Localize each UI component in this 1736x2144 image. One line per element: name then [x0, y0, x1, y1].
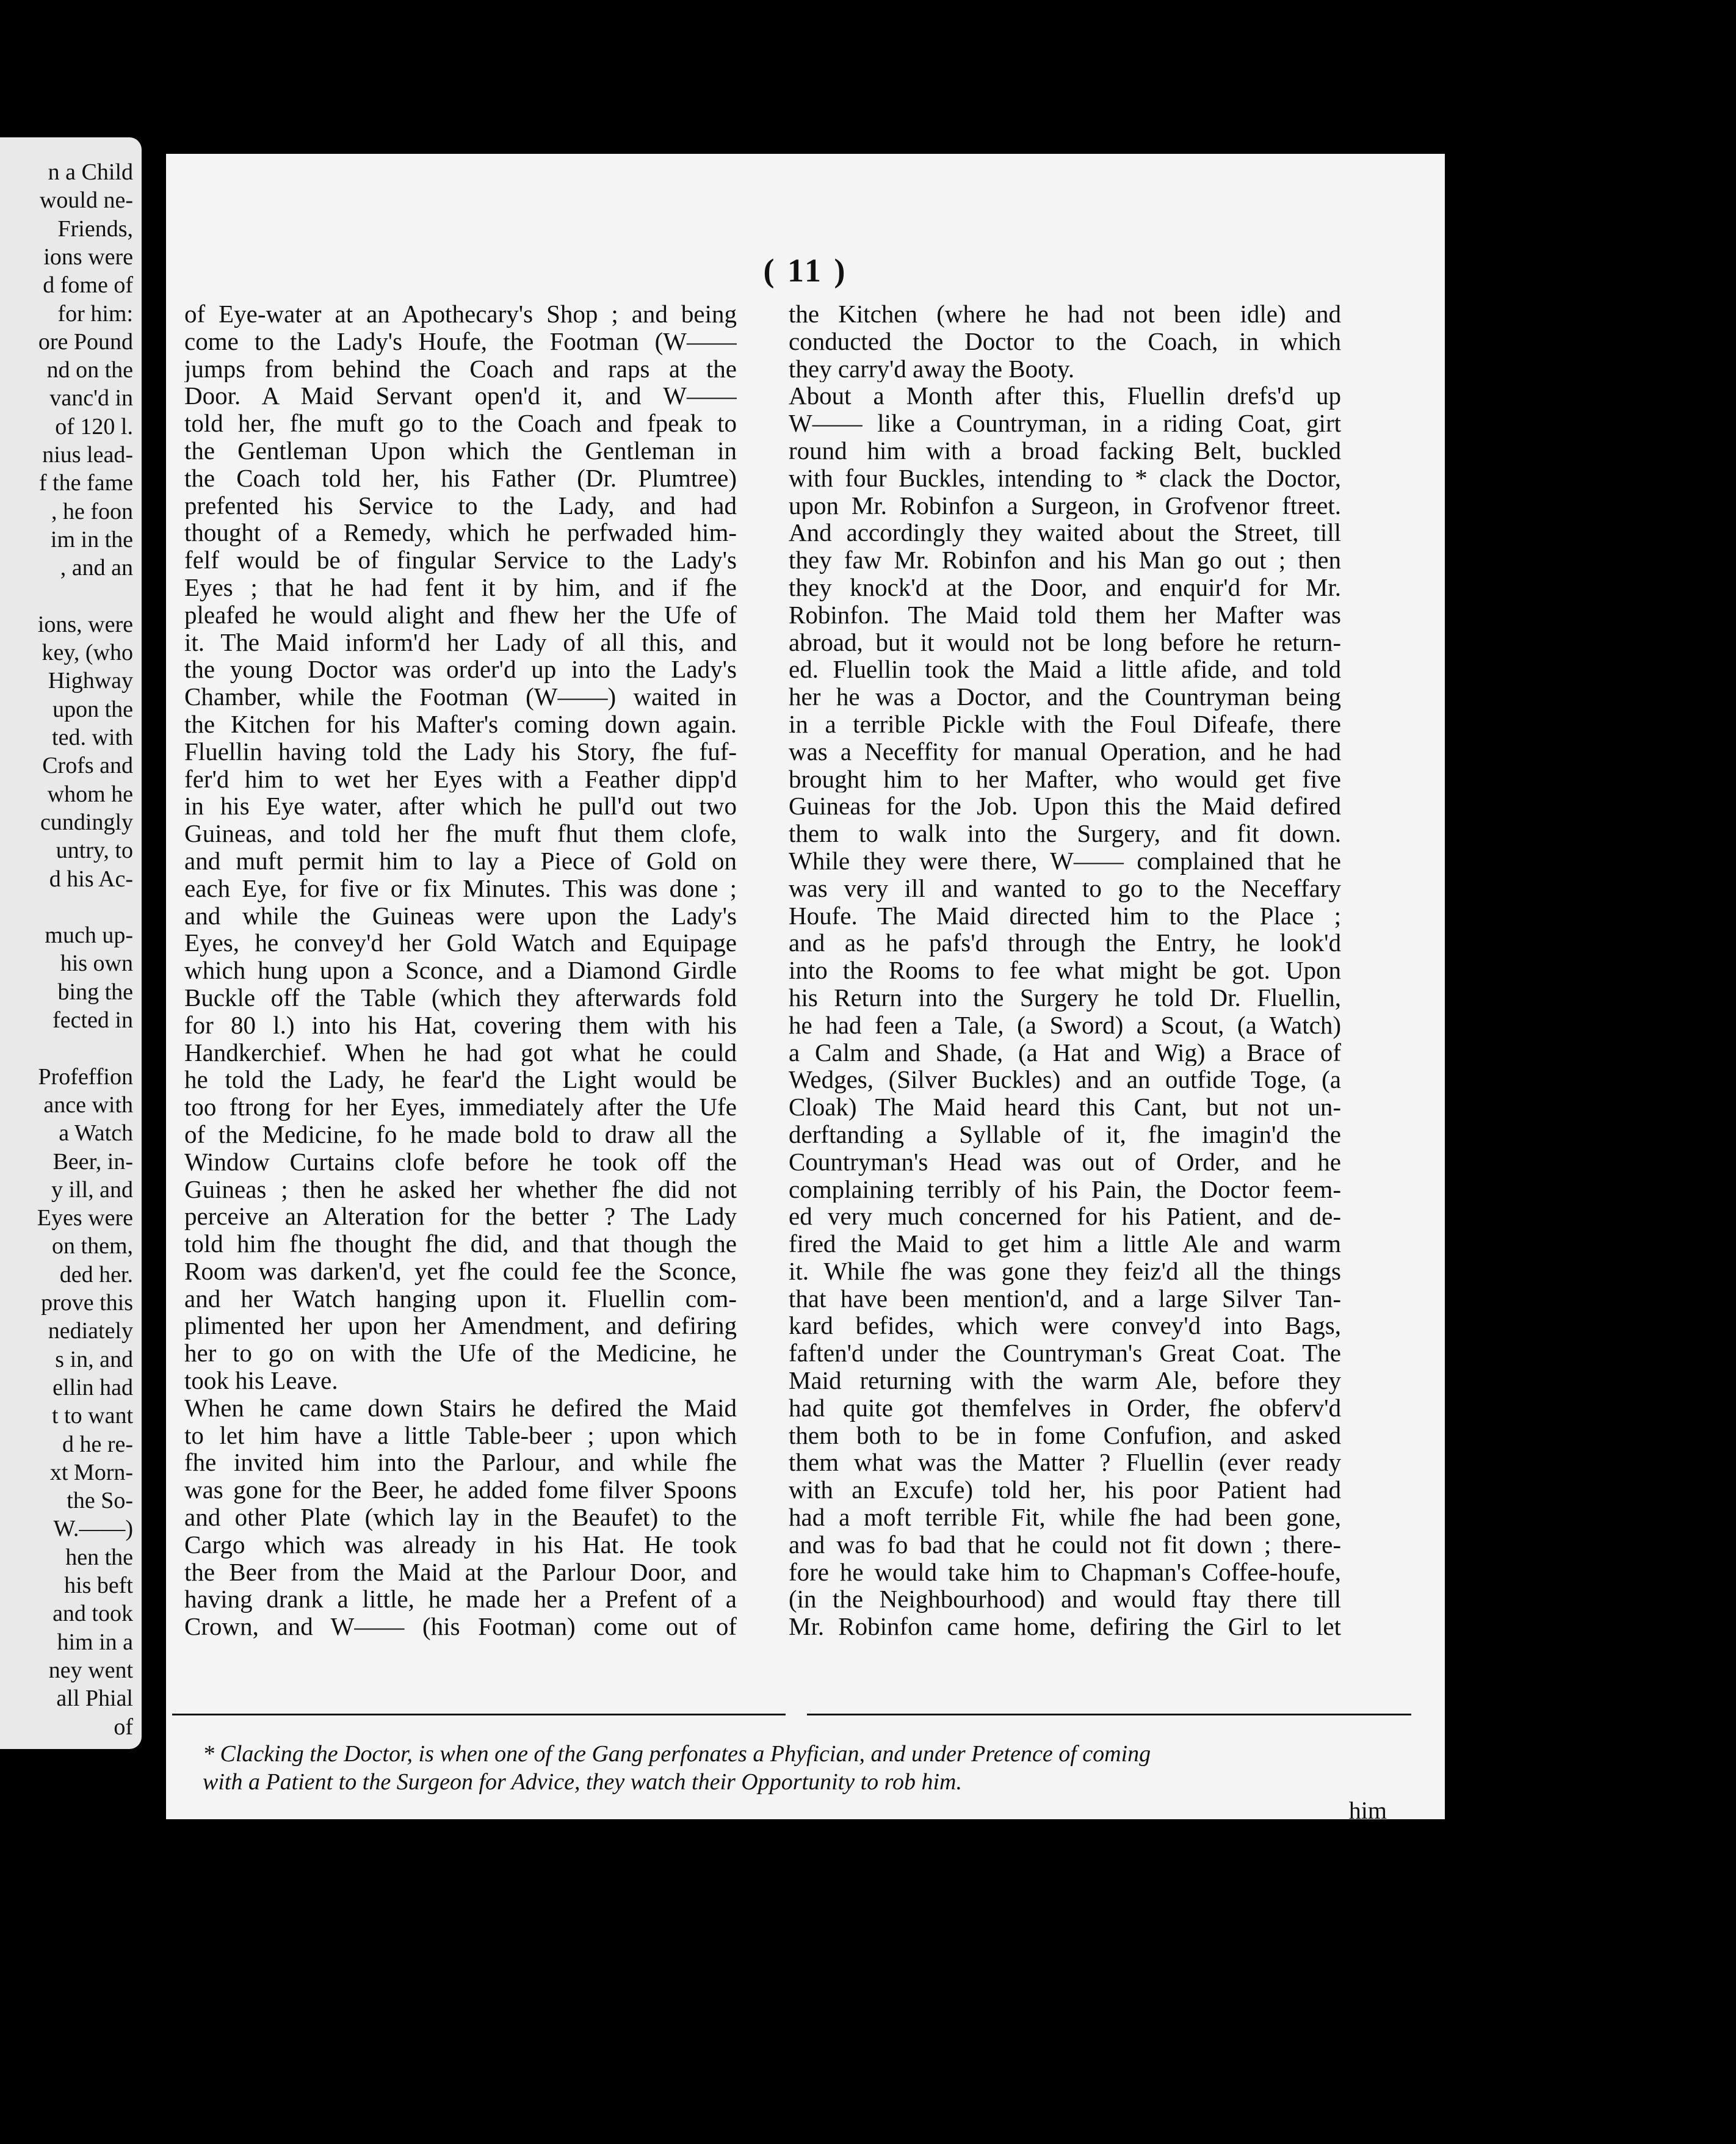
- text-line: with an Excufe) told her, his poor Patient had: [789, 1476, 1341, 1504]
- footnote-rule-right: [807, 1714, 1411, 1715]
- text-line: of Eye-water at an Apothecary's Shop ; and being: [184, 300, 737, 328]
- footnote-rule-left: [172, 1714, 786, 1715]
- text-line: his Return into the Surgery he told Dr. Fluellin,: [789, 983, 1341, 1012]
- facing-page-line: Beer, in-: [52, 1148, 133, 1175]
- text-line: derftanding a Syllable of it, fhe imagin'd the: [789, 1120, 1341, 1148]
- text-line: Cargo which was already in his Hat. He took: [184, 1530, 737, 1559]
- text-line: in a terrible Pickle with the Foul Difeafe, there: [789, 710, 1341, 738]
- text-line: it. The Maid inform'd her Lady of all this, and: [184, 628, 737, 656]
- facing-page-line: t to want: [52, 1403, 133, 1429]
- text-line: fore he would take him to Chapman's Coffee-houfe,: [789, 1558, 1341, 1586]
- text-line: a Calm and Shade, (a Hat and Wig) a Brace of: [789, 1038, 1341, 1067]
- text-line: the Coach told her, his Father (Dr. Plumtree): [184, 464, 737, 492]
- text-line: and as he pafs'd through the Entry, he look'd: [789, 929, 1341, 957]
- text-line: ed. Fluellin took the Maid a little afide, and told: [789, 656, 1341, 684]
- facing-page-line: Highway: [48, 668, 133, 694]
- facing-page-line: ney went: [48, 1657, 133, 1683]
- text-line: Guineas, and told her fhe muft fhut them clofe,: [184, 820, 737, 847]
- facing-page-line: im in the: [50, 526, 133, 552]
- text-line: And accordingly they waited about the Street, till: [789, 519, 1341, 547]
- facing-page-line: his own: [60, 951, 133, 977]
- text-line: the Kitchen (where he had not been idle) and: [789, 300, 1341, 328]
- text-line: brought him to her Mafter, who would get five: [789, 765, 1341, 793]
- text-line: told him fhe thought fhe did, and that though the: [184, 1230, 737, 1258]
- text-line: having drank a little, he made her a Prefent of a: [184, 1585, 737, 1613]
- facing-page-line: , and an: [60, 555, 133, 581]
- facing-page-line: d fome of: [43, 272, 133, 299]
- text-line: Crown, and W—— (his Footman) come out of: [184, 1613, 737, 1641]
- facing-page-line: d his Ac-: [49, 866, 133, 892]
- text-line: they carry'd away the Booty.: [789, 355, 1075, 383]
- text-line: Countryman's Head was out of Order, and he: [789, 1148, 1341, 1176]
- text-line: fhe invited him into the Parlour, and while fhe: [184, 1449, 737, 1477]
- facing-page-line: hen the: [65, 1544, 133, 1570]
- text-line: took his Leave.: [184, 1367, 338, 1394]
- facing-page-line: d he re-: [62, 1431, 133, 1457]
- facing-page-line: s in, and: [55, 1346, 133, 1372]
- text-line: fer'd him to wet her Eyes with a Feather dipp'd: [184, 765, 737, 793]
- facing-page-line: upon the: [52, 696, 133, 722]
- facing-page-line: of: [114, 1714, 133, 1740]
- catchword: him: [1348, 1797, 1387, 1819]
- text-line: and other Plate (which lay in the Beaufet) to the: [184, 1504, 737, 1531]
- text-line: the Beer from the Maid at the Parlour Door, and: [184, 1558, 737, 1586]
- facing-page-line: would ne-: [39, 187, 133, 214]
- text-line: ed very much concerned for his Patient, and de-: [789, 1203, 1341, 1231]
- facing-page-line: whom he: [47, 781, 133, 807]
- text-line: Maid returning with the warm Ale, before they: [789, 1367, 1341, 1394]
- facing-page-line: ded her.: [59, 1261, 133, 1287]
- facing-page-line: a Watch: [59, 1120, 133, 1146]
- text-line: When he came down Stairs he defired the Maid: [184, 1394, 737, 1422]
- text-line: too ftrong for her Eyes, immediately after the Ufe: [184, 1093, 737, 1121]
- facing-page-line: cundingly: [40, 809, 133, 835]
- text-line: Wedges, (Silver Buckles) and an outfide Toge, (a: [789, 1066, 1341, 1094]
- text-line: Guineas for the Job. Upon this the Maid defired: [789, 792, 1341, 820]
- text-line: with four Buckles, intending to * clack the Doctor,: [789, 464, 1341, 492]
- text-line: complaining terribly of his Pain, the Doctor feem-: [789, 1175, 1341, 1203]
- text-line: While they were there, W—— complained that he: [789, 847, 1341, 875]
- text-line: the young Doctor was order'd up into the Lady's: [184, 656, 737, 684]
- text-line: Mr. Robinfon came home, defiring the Girl to let: [789, 1613, 1341, 1641]
- facing-page-line: ellin had: [52, 1374, 133, 1400]
- text-line: felf would be of fingular Service to the Lady's: [184, 546, 737, 574]
- left-column: [184, 300, 737, 1640]
- book-gutter: [142, 134, 166, 1752]
- text-line: of the Medicine, fo he made bold to draw all the: [184, 1120, 737, 1148]
- text-line: kard befides, which were convey'd into Bags,: [789, 1312, 1341, 1340]
- text-line: plimented her upon her Amendment, and defiring: [184, 1312, 737, 1340]
- text-line: to let him have a little Table-beer ; upon which: [184, 1421, 737, 1449]
- facing-page-line: ted. with: [52, 725, 133, 750]
- text-line: Window Curtains clofe before he took off the: [184, 1148, 737, 1176]
- text-line: perceive an Alteration for the better ? The Lady: [184, 1203, 737, 1231]
- facing-page-line: untry, to: [56, 838, 133, 864]
- facing-page-line: prove this: [41, 1290, 133, 1316]
- text-line: fired the Maid to get him a little Ale and warm: [789, 1230, 1341, 1258]
- text-line: each Eye, for five or fix Minutes. This was done ;: [184, 874, 737, 902]
- text-line: which hung upon a Sconce, and a Diamond Girdle: [184, 957, 737, 984]
- text-line: Guineas ; then he asked her whether fhe did not: [184, 1175, 737, 1203]
- text-line: faften'd under the Countryman's Great Coat. The: [789, 1339, 1341, 1367]
- facing-page-line: n a Child: [48, 159, 133, 185]
- facing-page-line: y ill, and: [51, 1176, 133, 1203]
- text-line: and while the Guineas were upon the Lady's: [184, 902, 737, 930]
- facing-page-line: , he foon: [51, 498, 133, 524]
- text-line: prefented his Service to the Lady, and had: [184, 491, 737, 520]
- facing-page-line: and took: [52, 1601, 133, 1627]
- text-line: jumps from behind the Coach and raps at the: [184, 355, 737, 383]
- text-line: them to walk into the Surgery, and fit down.: [789, 820, 1341, 847]
- text-line: was gone for the Beer, he added fome filver Spoons: [184, 1476, 737, 1504]
- facing-page-line: f the fame: [38, 470, 133, 496]
- facing-page-line: ions, were: [37, 611, 133, 637]
- facing-page-line: ions were: [43, 244, 133, 270]
- facing-page-line: bing the: [57, 979, 133, 1005]
- text-line: for 80 l.) into his Hat, covering them with his: [184, 1011, 737, 1039]
- facing-page-line: key, (who: [42, 640, 133, 666]
- text-line: he had feen a Tale, (a Sword) a Scout, (a Watch): [789, 1011, 1341, 1039]
- text-line: Buckle off the Table (which they afterwards fold: [184, 983, 737, 1012]
- text-line: and was fo bad that he could not fit down ; there-: [789, 1530, 1341, 1559]
- text-line: had quite got themfelves in Order, fhe obferv'd: [789, 1394, 1341, 1422]
- facing-page-line: all Phial: [56, 1686, 133, 1712]
- text-line: the Gentleman Upon which the Gentleman in: [184, 436, 737, 465]
- text-line: Eyes ; that he had fent it by him, and if fhe: [184, 573, 737, 601]
- text-line: come to the Lady's Houfe, the Footman (W——: [184, 327, 737, 355]
- footnote-line: * Clacking the Doctor, is when one of the Gang perfonates a Phyfician, and under Pretence of coming: [203, 1741, 1151, 1767]
- text-line: they faw Mr. Robinfon and his Man go out ; then: [789, 546, 1341, 574]
- text-line: Robinfon. The Maid told them her Mafter was: [789, 601, 1341, 629]
- footnote: [203, 1740, 1430, 1796]
- facing-page-line: the So-: [67, 1488, 133, 1514]
- facing-page-line: Eyes were: [37, 1205, 133, 1231]
- text-line: was a Neceffity for manual Operation, and he had: [789, 737, 1341, 766]
- text-line: Handkerchief. When he had got what he could: [184, 1038, 737, 1067]
- facing-page-line: ance with: [43, 1092, 133, 1118]
- text-line: Fluellin having told the Lady his Story, fhe fuf-: [184, 737, 737, 766]
- text-line: round him with a broad facking Belt, buckled: [789, 436, 1341, 465]
- facing-page-line: much up-: [45, 922, 133, 949]
- text-line: in his Eye water, after which he pull'd out two: [184, 792, 737, 820]
- text-line: Chamber, while the Footman (W——) waited in: [184, 683, 737, 711]
- facing-page: [0, 137, 142, 1749]
- text-line: and her Watch hanging upon it. Fluellin com-: [184, 1284, 737, 1313]
- text-line: About a Month after this, Fluellin drefs'd up: [789, 382, 1341, 410]
- text-line: her he was a Doctor, and the Countryman being: [789, 683, 1341, 711]
- text-line: had a moft terrible Fit, while fhe had been gone,: [789, 1504, 1341, 1531]
- right-column: [789, 300, 1341, 1640]
- text-line: pleafed he would alight and fhew her the Ufe of: [184, 601, 737, 629]
- text-line: upon Mr. Robinfon a Surgeon, in Grofvenor ftreet.: [789, 491, 1341, 520]
- text-line: (in the Neighbourhood) and would ftay there till: [789, 1585, 1341, 1613]
- document-page: [166, 154, 1445, 1819]
- text-line: abroad, but it would not be long before he return-: [789, 628, 1341, 656]
- facing-page-line: nius lead-: [42, 442, 133, 468]
- text-line: Room was darken'd, yet fhe could fee the Sconce,: [184, 1257, 737, 1285]
- text-line: it. While fhe was gone they feiz'd all the things: [789, 1257, 1341, 1285]
- facing-page-line: for him:: [57, 300, 133, 327]
- facing-page-line: nd on the: [46, 357, 133, 383]
- text-line: thought of a Remedy, which he perfwaded him-: [184, 519, 737, 547]
- facing-page-line: him in a: [57, 1629, 133, 1655]
- footnote-line: with a Patient to the Surgeon for Advice, they watch their Opportunity to rob him.: [203, 1769, 962, 1795]
- text-line: the Kitchen for his Mafter's coming down again.: [184, 710, 737, 738]
- facing-page-line: on them,: [52, 1233, 133, 1259]
- text-line: that have been mention'd, and a large Silver Tan-: [789, 1284, 1341, 1313]
- text-line: conducted the Doctor to the Coach, in which: [789, 327, 1341, 355]
- facing-page-line: of 120 l.: [55, 413, 133, 440]
- text-line: he told the Lady, he fear'd the Light would be: [184, 1066, 737, 1094]
- text-line: Cloak) The Maid heard this Cant, but not un-: [789, 1093, 1341, 1121]
- facing-page-line: Profeffion: [38, 1063, 133, 1090]
- facing-page-line: vanc'd in: [49, 385, 133, 411]
- facing-page-line: xt Morn-: [49, 1459, 133, 1485]
- facing-page-line: W.——): [53, 1516, 133, 1542]
- text-line: told her, fhe muft go to the Coach and fpeak to: [184, 410, 737, 437]
- text-line: into the Rooms to fee what might be got. Upon: [789, 957, 1341, 984]
- text-line: them what was the Matter ? Fluellin (ever ready: [789, 1449, 1341, 1477]
- page-number: ( 11 ): [763, 252, 848, 289]
- facing-page-line: nediately: [48, 1318, 133, 1344]
- facing-page-line: his beft: [64, 1573, 133, 1598]
- facing-page-line: Friends,: [57, 215, 133, 242]
- text-line: Door. A Maid Servant open'd it, and W——: [184, 382, 737, 410]
- text-line: Eyes, he convey'd her Gold Watch and Equipage: [184, 929, 737, 957]
- text-line: them both to be in fome Confufion, and asked: [789, 1421, 1341, 1449]
- text-line: Houfe. The Maid directed him to the Place ;: [789, 902, 1341, 930]
- text-line: W—— like a Countryman, in a riding Coat, girt: [789, 410, 1341, 437]
- facing-page-line: ore Pound: [38, 328, 133, 355]
- text-line: her to go on with the Ufe of the Medicine, he: [184, 1339, 737, 1367]
- text-line: was very ill and wanted to go to the Neceffary: [789, 874, 1341, 902]
- facing-page-line: Crofs and: [42, 753, 133, 779]
- text-line: and muft permit him to lay a Piece of Gold on: [184, 847, 737, 875]
- text-line: they knock'd at the Door, and enquir'd for Mr.: [789, 573, 1341, 601]
- facing-page-line: fected in: [52, 1007, 133, 1033]
